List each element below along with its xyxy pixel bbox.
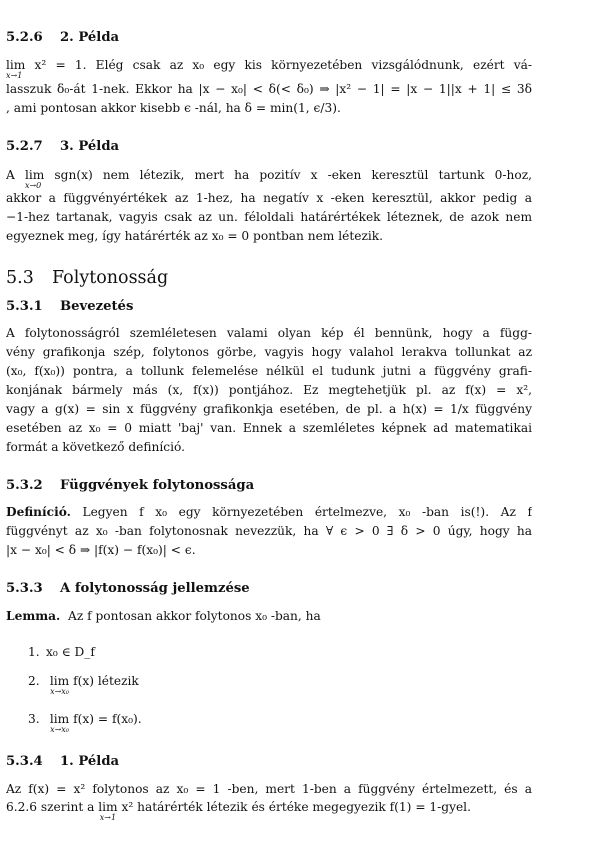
paragraph-line: A lim x→0 sgn(x) nem létezik, mert ha pozitív x -eken keresztül tartunk 0-hoz, [6,168,532,190]
section-heading-5-2-6 [6,30,532,45]
paragraph-line: vény grafikonja szép, folytonos görbe, vagyis hogy valahol lerakva tollunkat az [6,345,532,359]
section-heading-5-3-2 [6,478,532,493]
definition-line: Definíció. Legyen f x₀ egy környezetében értelmezve, x₀ -ban is(!). Az f [6,505,532,519]
lemma-label: Lemma. [6,609,61,623]
list-item: 1. x₀ ∈ D_f [28,645,95,659]
definition-label: Definíció. [6,505,71,519]
section-heading-5-2-7 [6,139,532,154]
section-title: Folytonosság [52,268,169,288]
section-heading-5-3-4 [6,754,532,769]
paragraph-line: 6.2.6 szerint a lim x→1 x² határérték létezik és értéke megegyezik f(1) = 1-gyel. [6,800,471,823]
section-title: 3. Példa [60,139,120,154]
section-number: 5.3 [6,268,34,288]
section-number: 5.3.3 [6,581,43,596]
paragraph-line: , ami pontosan akkor kisebb ϵ -nál, ha δ = min(1, ϵ/3). [6,101,341,115]
limit-operator: lim x→x₀ [49,712,70,735]
paragraph-line: formát a következő definíció. [6,440,185,454]
limit-operator: lim x→x₀ [49,674,70,697]
section-title: Bevezetés [60,299,134,314]
section-title: 2. Példa [60,30,120,45]
paragraph-line: egyeznek meg, így határérték az x₀ = 0 pontban nem létezik. [6,229,384,243]
section-heading-5-3-3 [6,581,532,596]
section-number: 5.3.2 [6,478,43,493]
section-heading-5-3 [6,268,532,288]
section-number: 5.2.7 [6,139,43,154]
limit-operator: lim x→1 [98,800,118,823]
paragraph-line: lasszuk δ₀-át 1-nek. Ekkor ha |x − x₀| < δ(< δ₀) ⇒ |x² − 1| = |x − 1||x + 1| ≤ 3δ [6,82,532,96]
paragraph-line: esetében az x₀ = 0 miatt 'baj' van. Ennek a szemléletes képnek ad matematikai [6,421,532,435]
section-heading-5-3-1 [6,299,532,314]
section-title: A folytonosság jellemzése [60,581,250,596]
section-title: 1. Példa [60,754,120,769]
paragraph-line: vagy a g(x) = sin x függvény grafikonkja esetében, de pl. a h(x) = 1/x függvény [6,402,532,416]
section-number: 5.3.1 [6,299,43,314]
paragraph-line: konjának bármely más (x, f(x)) pontjához. Ez megtehetjük pl. az f(x) = x², [6,383,532,397]
section-number: 5.3.4 [6,754,43,769]
list-item: 2. lim x→x₀ f(x) létezik [28,674,139,697]
section-title: Függvények folytonossága [60,478,255,493]
limit-operator: lim x→1 [6,58,26,80]
lemma-line: Lemma. Az f pontosan akkor folytonos x₀ -ban, ha [6,609,321,623]
list-item: 3. lim x→x₀ f(x) = f(x₀). [28,712,142,735]
paragraph-line: függvényt az x₀ -ban folytonosnak nevezzük, ha ∀ ϵ > 0 ∃ δ > 0 úgy, hogy ha [6,524,532,538]
paragraph-line: A folytonosságról szemléletesen valami olyan kép él bennünk, hogy a függ- [6,326,532,340]
limit-operator: lim x→0 [24,168,45,190]
paragraph-line: −1-hez tartanak, vagyis csak az un. féloldali határértékek léteznek, de azok nem [6,210,532,224]
paragraph-line: (x₀, f(x₀)) pontra, a tollunk felemelése nélkül el tudunk jutni a függvény grafi- [6,364,532,378]
paragraph-line: |x − x₀| < δ ⇒ |f(x) − f(x₀)| < ϵ. [6,543,196,557]
section-number: 5.2.6 [6,30,43,45]
paragraph-line: Az f(x) = x² folytonos az x₀ = 1 -ben, mert 1-ben a függvény értelmezett, és a [6,782,532,796]
paragraph-line: lim x→1 x² = 1. Elég csak az x₀ egy kis környezetében vizsgálódnunk, ezért vá- [6,58,532,80]
paragraph-line: akkor a függvényértékek az 1-hez, ha negatív x -eken keresztül, akkor pedig a [6,191,532,205]
